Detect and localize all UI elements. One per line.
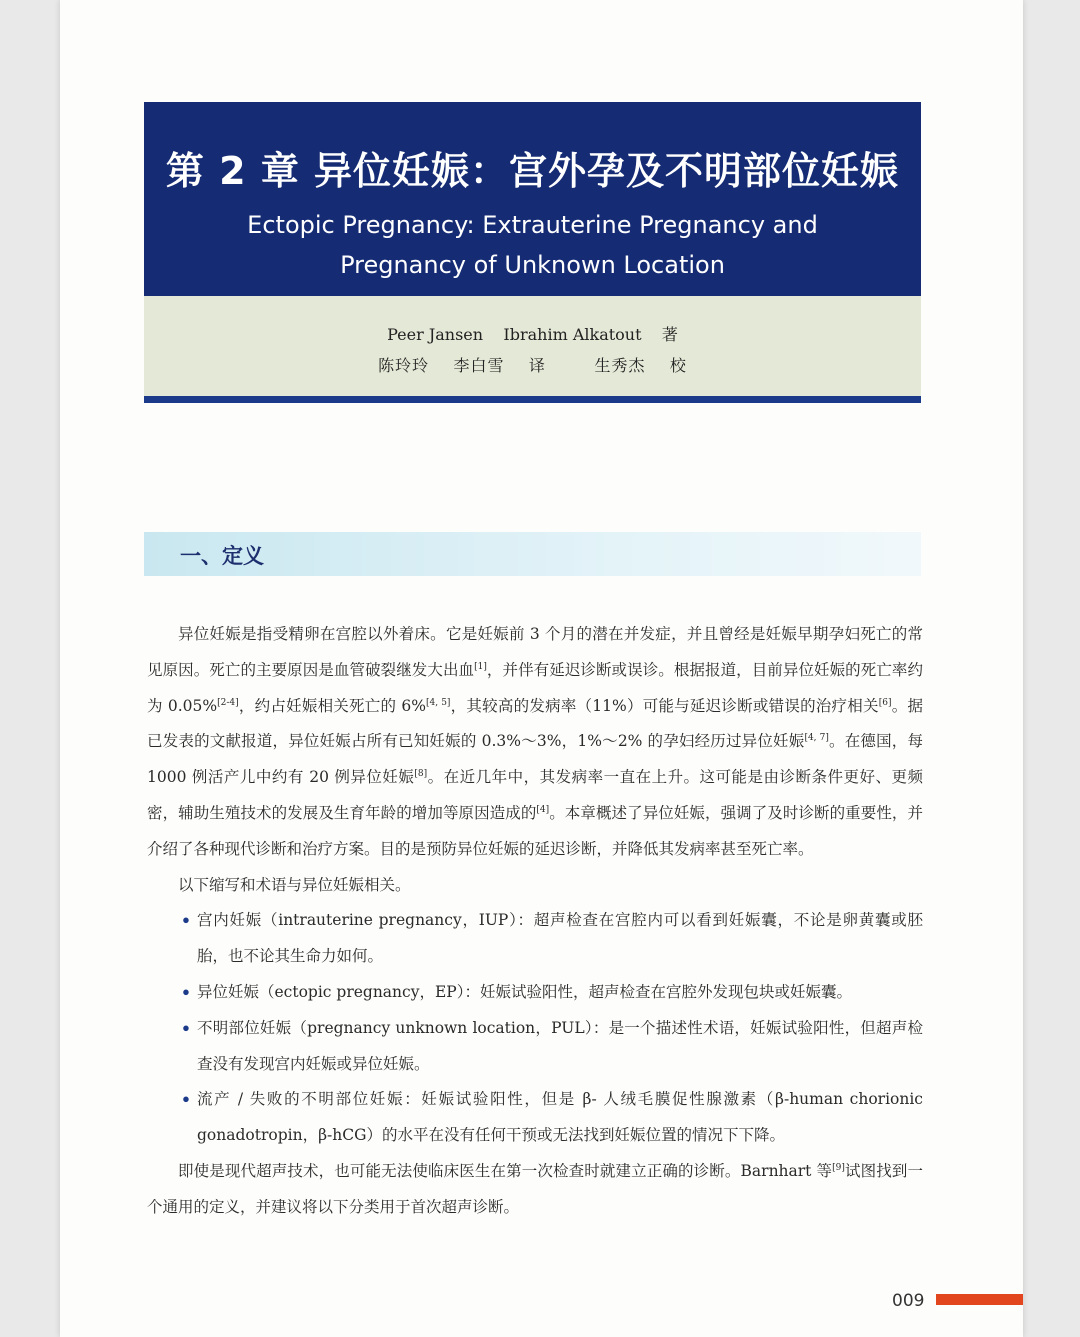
citation: [6]	[878, 697, 892, 708]
citation: [2-4]	[217, 697, 239, 708]
list-item	[147, 1082, 923, 1154]
list-item-text: 异位妊娠（ectopic pregnancy，EP）：妊娠试验阳性，超声检查在宫腔外发现包块或妊娠囊。	[197, 982, 852, 1001]
citation: [4]	[536, 804, 550, 815]
bullet-icon: •	[181, 911, 191, 931]
text-run: 。据已发表的文献报道，异位妊娠占所有已知妊娠的 0.3%～3%，1%～2% 的孕妇经历过异位妊娠	[147, 696, 923, 751]
chapter-title-english-line2: Pregnancy of Unknown Location	[340, 251, 725, 279]
list-item-text: 不明部位妊娠（pregnancy unknown location，PUL）：是一个描述性术语，妊娠试验阳性，但超声检查没有发现宫内妊娠或异位妊娠。	[197, 1018, 923, 1073]
chapter-title-english	[144, 205, 921, 285]
text-run: 。本章概述了异位妊娠，强调了及时诊断的重要性，并介绍了各种现代诊断和治疗方案。目的是预防异位妊娠的延迟诊断，并降低其发病率甚至死亡率。	[147, 803, 923, 858]
text-run: ，其较高的发病率（11%）可能与延迟诊断或错误的治疗相关	[450, 696, 879, 715]
citation: [1]	[474, 661, 487, 672]
paragraph-abbreviations-intro: 以下缩写和术语与异位妊娠相关。	[178, 875, 411, 894]
text-run: 。在德国，每 1000 例活产儿中约有 20 例异位妊娠	[147, 732, 923, 787]
body-text	[147, 617, 923, 1226]
page-accent-bar	[936, 1294, 1023, 1305]
author-credits-band	[144, 296, 921, 403]
chapter-title-chinese: 第 2 章 异位妊娠：宫外孕及不明部位妊娠	[165, 149, 900, 193]
section-heading-bar	[144, 532, 921, 576]
citation: [4, 5]	[426, 697, 451, 708]
text-run: 异位妊娠是指受精卵在宫腔以外着床。它是妊娠前 3 个月的潜在并发症，并且曾经是妊娠早期孕妇死亡的常见原因。死亡的主要原因是血管破裂继发大出血	[147, 625, 923, 679]
list-item	[147, 1011, 923, 1083]
translator-line: 陈玲玲 李白雪 译 生秀杰 校	[378, 356, 687, 375]
text-run: ，约占妊娠相关死亡的 6%	[238, 696, 426, 715]
text-run: ，并伴有延迟诊断或误诊。根据报道，目前异位妊娠的死亡率约为 0.05%	[147, 660, 923, 715]
bullet-icon: •	[181, 1090, 191, 1110]
list-item	[147, 975, 923, 1011]
page-number: 009	[892, 1291, 925, 1311]
chapter-title-english-line1: Ectopic Pregnancy: Extrauterine Pregnancy and	[247, 211, 818, 239]
text-run: 。在近几年中，其发病率一直在上升。这可能是由诊断条件更好、更频密，辅助生殖技术的发展及生育年龄的增加等原因造成的	[147, 768, 923, 822]
list-item-text: 宫内妊娠（intrauterine pregnancy，IUP）：超声检查在宫腔内可以看到妊娠囊，不论是卵黄囊或胚胎，也不论其生命力如何。	[197, 911, 923, 966]
list-item	[147, 903, 923, 975]
author-line: Peer Jansen Ibrahim Alkatout 著	[387, 325, 678, 344]
section-heading: 一、定义	[180, 544, 264, 568]
citation: [9]	[832, 1162, 845, 1173]
chapter-title-banner	[144, 102, 921, 296]
bullet-icon: •	[181, 982, 191, 1002]
paragraph-ultrasound	[147, 1154, 923, 1226]
text-run: 试图找到一个通用的定义，并建议将以下分类用于首次超声诊断。	[147, 1161, 923, 1216]
text-run: 即使是现代超声技术，也可能无法使临床医生在第一次检查时就建立正确的诊断。Barnhart 等	[178, 1161, 833, 1180]
list-item-text: 流产 / 失败的不明部位妊娠：妊娠试验阳性，但是 β- 人绒毛膜促性腺激素（β-human chorionic gonadotropin，β-hCG）的水平在没有任何干预或无法找到妊娠位置的情况下下降。	[197, 1090, 923, 1145]
citation: [4, 7]	[804, 733, 829, 744]
bullet-icon: •	[181, 1018, 191, 1038]
book-page	[60, 0, 1023, 1337]
paragraph-definition	[147, 617, 923, 868]
citation: [8]	[414, 769, 428, 780]
term-list	[147, 903, 923, 1154]
